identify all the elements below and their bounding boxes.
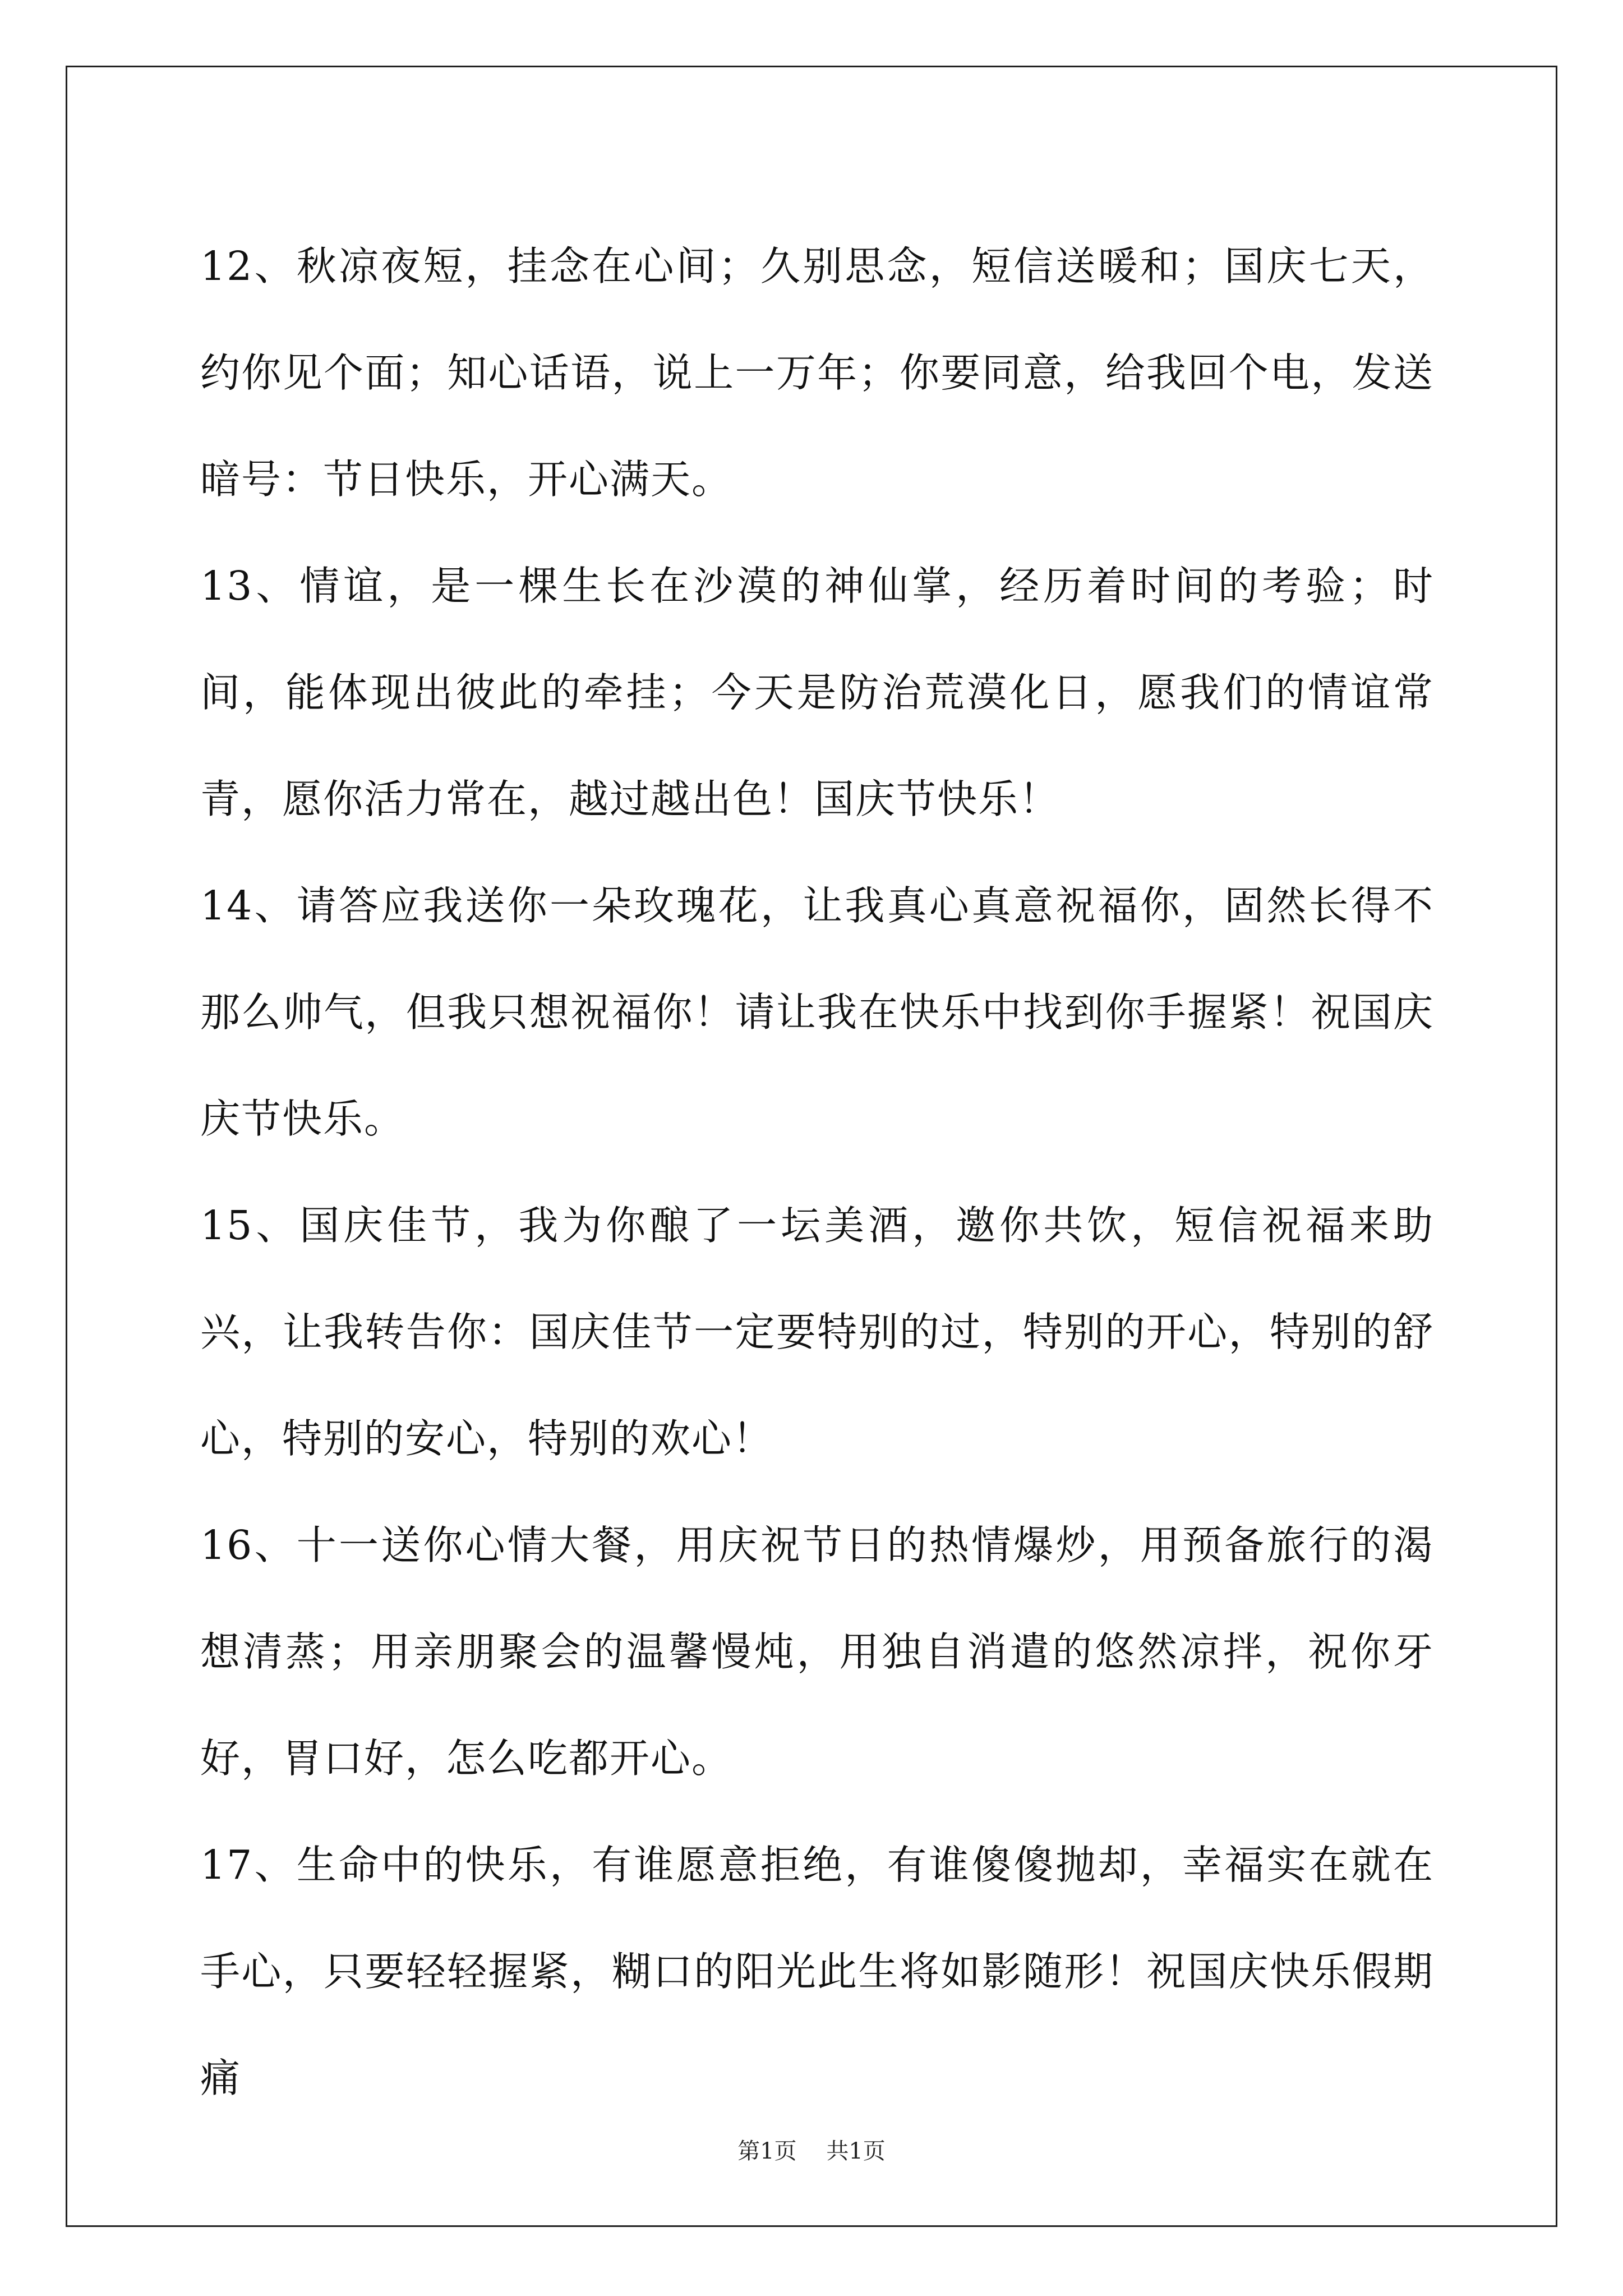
document-body <box>200 213 1434 2132</box>
paragraph-17: 17、生命中的快乐，有谁愿意拒绝，有谁傻傻抛却，幸福实在就在手心，只要轻轻握紧，糊口的阳光此生将如影随形！祝国庆快乐假期痛 <box>200 1842 1434 2101</box>
paragraph-16: 16、十一送你心情大餐，用庆祝节日的热情爆炒，用预备旅行的渴想清蒸；用亲朋聚会的温馨慢炖，用独自消遣的悠然凉拌，祝你牙好，胃口好，怎么吃都开心。 <box>200 1522 1434 1782</box>
paragraph-12: 12、秋凉夜短，挂念在心间；久别思念，短信送暖和；国庆七天，约你见个面；知心话语，说上一万年；你要同意，给我回个电，发送暗号：节日快乐，开心满天。 <box>200 243 1434 503</box>
paragraph-13: 13、情谊，是一棵生长在沙漠的神仙掌，经历着时间的考验；时间，能体现出彼此的牵挂；今天是防治荒漠化日，愿我们的情谊常青，愿你活力常在，越过越出色！国庆节快乐！ <box>200 563 1434 822</box>
page-footer <box>0 2133 1623 2165</box>
paragraph-15: 15、国庆佳节，我为你酿了一坛美酒，邀你共饮，短信祝福来助兴，让我转告你：国庆佳节一定要特别的过，特别的开心，特别的舒心，特别的安心，特别的欢心！ <box>200 1202 1434 1462</box>
page-number-total: 共1页 <box>826 2138 886 2164</box>
paragraph-14: 14、请答应我送你一朵玫瑰花，让我真心真意祝福你，固然长得不那么帅气，但我只想祝福你！请让我在快乐中找到你手握紧！祝国庆庆节快乐。 <box>200 882 1434 1142</box>
page-number-current: 第1页 <box>737 2138 797 2164</box>
